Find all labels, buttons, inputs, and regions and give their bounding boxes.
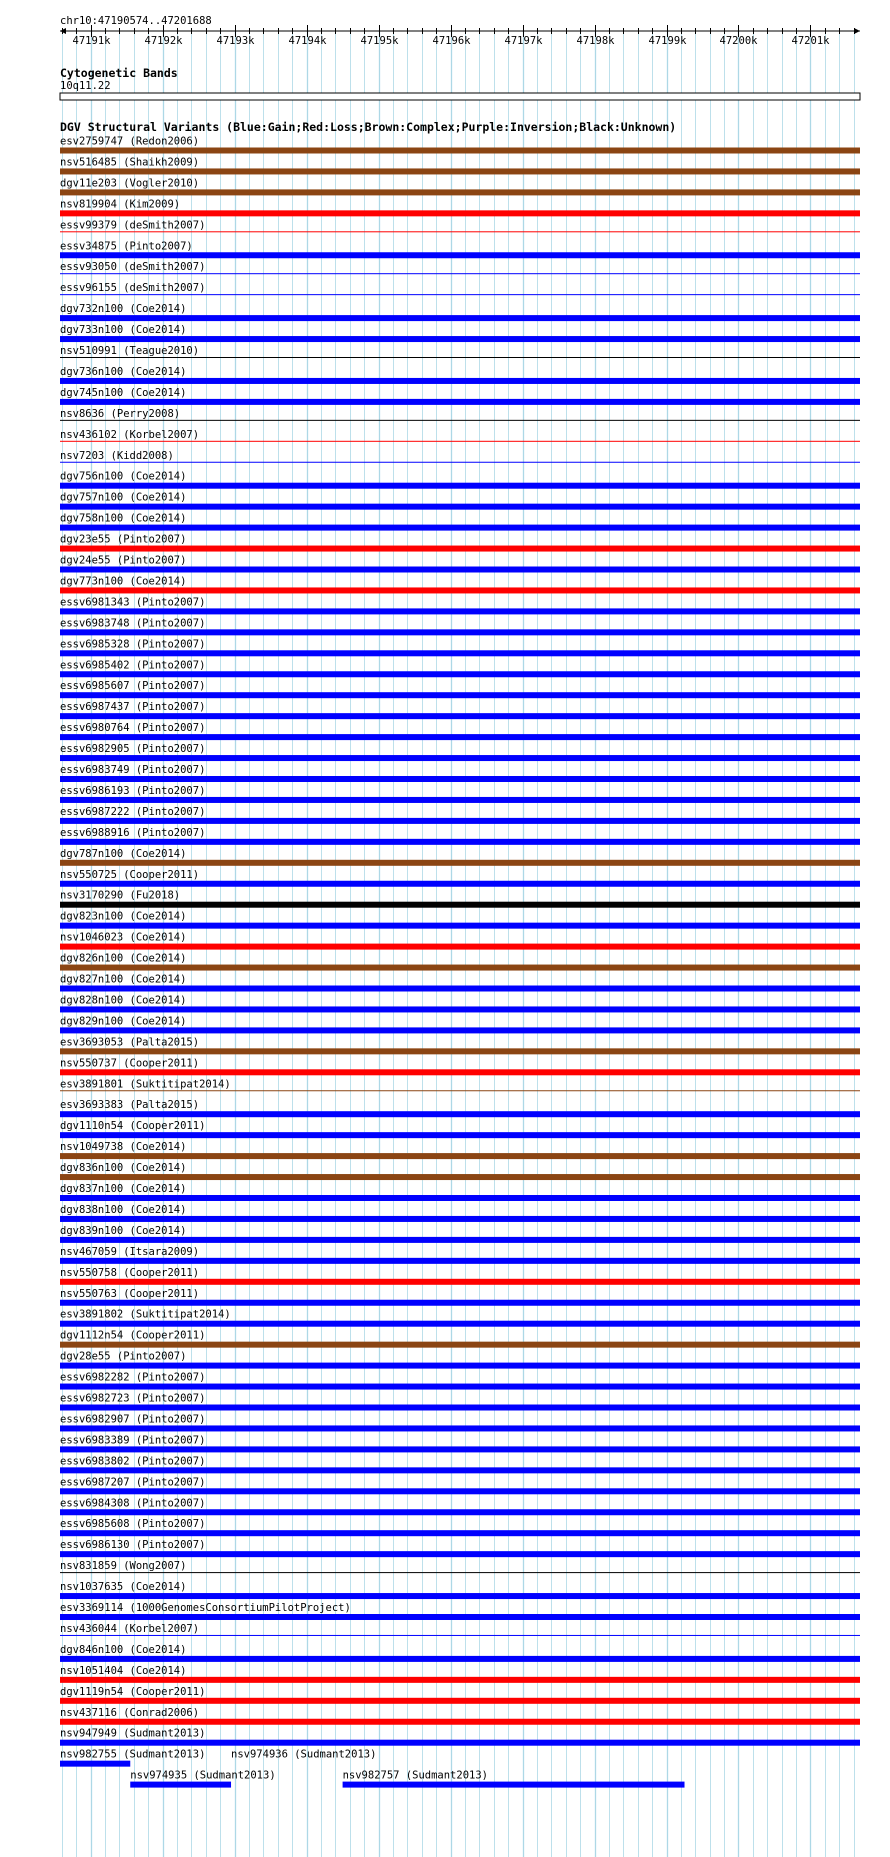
sv-track xyxy=(60,120,860,1788)
variant-bar xyxy=(60,1069,860,1075)
variant-bar xyxy=(60,315,860,321)
variant-label: nsv3170290 (Fu2018) xyxy=(60,889,181,902)
variant-label: nsv819904 (Kim2009) xyxy=(60,198,181,211)
cytoband-label: 10q11.22 xyxy=(60,80,111,92)
variant-bar xyxy=(60,1258,860,1264)
variant-bar xyxy=(60,148,860,154)
variant-label: essv6987207 (Pinto2007) xyxy=(60,1476,206,1489)
variant-bar xyxy=(60,1635,860,1636)
variant-label: essv6980764 (Pinto2007) xyxy=(60,722,206,735)
ruler-track xyxy=(60,15,860,47)
variant-bar xyxy=(60,776,860,782)
variant-label: essv6983802 (Pinto2007) xyxy=(60,1455,206,1468)
variant-label: essv6985328 (Pinto2007) xyxy=(60,638,206,651)
variant-bar xyxy=(60,1677,860,1683)
variant-label: essv6982907 (Pinto2007) xyxy=(60,1413,206,1426)
variant-bar xyxy=(60,1467,860,1473)
variant-bar xyxy=(60,441,860,442)
ruler-tick-label: 47201k xyxy=(791,35,830,47)
variant-bar xyxy=(60,1614,860,1620)
variant-label: nsv550737 (Cooper2011) xyxy=(60,1057,200,1070)
variant-label: esv3891801 (Suktitipat2014) xyxy=(60,1078,231,1091)
variant-label: essv6986130 (Pinto2007) xyxy=(60,1539,206,1552)
variant-bar xyxy=(60,378,860,384)
variant-label: essv6988916 (Pinto2007) xyxy=(60,826,206,839)
variant-label: dgv838n100 (Coe2014) xyxy=(60,1203,187,1216)
location-label: chr10:47190574..47201688 xyxy=(60,15,212,27)
variant-label: nsv7203 (Kidd2008) xyxy=(60,449,174,462)
variant-label: nsv436102 (Korbel2007) xyxy=(60,428,200,441)
variant-label: essv6985402 (Pinto2007) xyxy=(60,659,206,672)
variant-label: esv2759747 (Redon2006) xyxy=(60,135,200,148)
variant-label: nsv437116 (Conrad2006) xyxy=(60,1706,200,1719)
variant-bar xyxy=(60,546,860,552)
variant-label: dgv732n100 (Coe2014) xyxy=(60,303,187,316)
variant-features xyxy=(60,136,860,1788)
variant-label: essv6985607 (Pinto2007) xyxy=(60,680,206,693)
variant-bar xyxy=(60,839,860,845)
variant-label: nsv1051404 (Coe2014) xyxy=(60,1664,187,1677)
variant-label: essv6987222 (Pinto2007) xyxy=(60,805,206,818)
variant-bar xyxy=(60,168,860,174)
variant-label: dgv839n100 (Coe2014) xyxy=(60,1224,187,1237)
ruler-tick-label: 47199k xyxy=(648,35,687,47)
variant-bar xyxy=(60,294,860,295)
variant-bar xyxy=(60,1174,860,1180)
variant-bar xyxy=(60,1656,860,1662)
variant-bar xyxy=(60,1761,130,1767)
variant-label: essv6983748 (Pinto2007) xyxy=(60,617,206,630)
variant-label: dgv733n100 (Coe2014) xyxy=(60,324,187,337)
ruler-major-ticks xyxy=(73,25,831,47)
variant-label: dgv846n100 (Coe2014) xyxy=(60,1643,187,1656)
variant-label: esv3693053 (Palta2015) xyxy=(60,1036,200,1049)
variant-label: dgv826n100 (Coe2014) xyxy=(60,952,187,965)
variant-label: nsv1049738 (Coe2014) xyxy=(60,1141,187,1154)
variant-bar xyxy=(60,1405,860,1411)
variant-bar xyxy=(60,1027,860,1033)
variant-label: essv6985608 (Pinto2007) xyxy=(60,1518,206,1531)
variant-label: dgv758n100 (Coe2014) xyxy=(60,512,187,525)
variant-bar xyxy=(60,734,860,740)
variant-bar xyxy=(60,1279,860,1285)
variant-label: dgv745n100 (Coe2014) xyxy=(60,386,187,399)
variant-label: esv3369114 (1000GenomesConsortiumPilotProject) xyxy=(60,1602,351,1614)
variant-label: essv6986193 (Pinto2007) xyxy=(60,784,206,797)
variant-label: dgv829n100 (Coe2014) xyxy=(60,1015,187,1028)
variant-bar xyxy=(60,1593,860,1599)
variant-bar xyxy=(60,1342,860,1348)
ruler-tick-label: 47198k xyxy=(576,35,615,47)
ruler-tick-label: 47193k xyxy=(216,35,255,47)
variant-bar xyxy=(60,860,860,866)
variant-bar xyxy=(60,462,860,463)
variant-bar xyxy=(343,1782,685,1788)
variant-bar xyxy=(60,231,860,232)
variant-bar xyxy=(60,1551,860,1557)
variant-label: nsv550758 (Cooper2011) xyxy=(60,1266,200,1279)
variant-label: essv93050 (deSmith2007) xyxy=(60,261,206,274)
variant-bar xyxy=(60,1446,860,1452)
variant-bar xyxy=(60,1740,860,1746)
variant-bar xyxy=(60,1090,860,1091)
ruler-tick-label: 47191k xyxy=(72,35,111,47)
variant-label: nsv974936 (Sudmant2013) xyxy=(231,1748,377,1761)
variant-bar xyxy=(60,1572,860,1573)
variant-bar xyxy=(60,1153,860,1159)
variant-bar xyxy=(60,818,860,824)
variant-label: dgv24e55 (Pinto2007) xyxy=(60,554,187,567)
variant-bar xyxy=(60,273,860,274)
variant-label: nsv947949 (Sudmant2013) xyxy=(60,1727,206,1740)
variant-label: dgv1110n54 (Cooper2011) xyxy=(60,1120,206,1133)
variant-bar xyxy=(60,671,860,677)
variant-bar xyxy=(60,336,860,342)
cytoband-track xyxy=(60,66,860,100)
variant-bar xyxy=(60,902,860,908)
variant-bar xyxy=(60,1111,860,1117)
variant-label: nsv1037635 (Coe2014) xyxy=(60,1581,187,1594)
variant-label: dgv787n100 (Coe2014) xyxy=(60,847,187,860)
variant-label: dgv23e55 (Pinto2007) xyxy=(60,533,187,546)
ruler-tick-label: 47197k xyxy=(504,35,543,47)
variant-label: nsv831859 (Wong2007) xyxy=(60,1560,187,1573)
variant-bar xyxy=(60,567,860,573)
variant-label: nsv974935 (Sudmant2013) xyxy=(130,1769,276,1782)
variant-label: nsv8636 (Perry2008) xyxy=(60,407,181,420)
variant-bar xyxy=(130,1782,231,1788)
variant-bar xyxy=(60,1237,860,1243)
variant-bar xyxy=(60,1719,860,1725)
cytoband-track-title: Cytogenetic Bands xyxy=(60,66,178,80)
ruler-tick-label: 47194k xyxy=(288,35,327,47)
variant-bar xyxy=(60,1216,860,1222)
variant-label: dgv773n100 (Coe2014) xyxy=(60,575,187,588)
variant-label: essv6984308 (Pinto2007) xyxy=(60,1497,206,1510)
variant-label: essv96155 (deSmith2007) xyxy=(60,282,206,295)
variant-bar xyxy=(60,881,860,887)
variant-bar xyxy=(60,504,860,510)
variant-bar xyxy=(60,1321,860,1327)
variant-label: dgv823n100 (Coe2014) xyxy=(60,910,187,923)
variant-label: dgv836n100 (Coe2014) xyxy=(60,1162,187,1175)
cytoband-bar xyxy=(60,93,860,100)
variant-label: nsv510991 (Teague2010) xyxy=(60,345,200,357)
variant-bar xyxy=(60,944,860,950)
variant-bar xyxy=(60,1384,860,1390)
variant-bar xyxy=(60,399,860,405)
variant-bar xyxy=(60,189,860,195)
variant-label: nsv982755 (Sudmant2013) xyxy=(60,1748,206,1761)
variant-label: essv6981343 (Pinto2007) xyxy=(60,596,206,609)
variant-label: dgv736n100 (Coe2014) xyxy=(60,365,187,378)
variant-bar xyxy=(60,713,860,719)
variant-bar xyxy=(60,986,860,992)
variant-bar xyxy=(60,797,860,803)
variant-bar xyxy=(60,650,860,656)
variant-label: essv6982282 (Pinto2007) xyxy=(60,1371,206,1384)
variant-bar xyxy=(60,1363,860,1369)
variant-bar xyxy=(60,1048,860,1054)
variant-label: dgv756n100 (Coe2014) xyxy=(60,470,187,483)
variant-bar xyxy=(60,1300,860,1306)
variant-bar xyxy=(60,525,860,531)
variant-bar xyxy=(60,923,860,929)
variant-label: nsv550763 (Cooper2011) xyxy=(60,1287,200,1300)
variant-label: dgv827n100 (Coe2014) xyxy=(60,973,187,986)
sv-track-title: DGV Structural Variants (Blue:Gain;Red:Loss;Brown:Complex;Purple:Inversion;Black:Unknown) xyxy=(60,120,677,134)
variant-label: esv3693383 (Palta2015) xyxy=(60,1099,200,1112)
variant-bar xyxy=(60,1530,860,1536)
variant-bar xyxy=(60,965,860,971)
variant-label: nsv982757 (Sudmant2013) xyxy=(342,1769,489,1782)
variant-bar xyxy=(60,755,860,761)
variant-bar xyxy=(60,1698,860,1704)
variant-label: essv99379 (deSmith2007) xyxy=(60,219,206,232)
variant-bar xyxy=(60,608,860,614)
variant-bar xyxy=(60,483,860,489)
variant-label: dgv11e203 (Vogler2010) xyxy=(60,177,200,190)
variant-bar xyxy=(60,587,860,593)
variant-bar xyxy=(60,210,860,216)
variant-label: essv34875 (Pinto2007) xyxy=(60,240,193,253)
variant-label: essv6983389 (Pinto2007) xyxy=(60,1434,206,1447)
variant-bar xyxy=(60,1132,860,1138)
variant-label: nsv467059 (Itsara2009) xyxy=(60,1245,200,1258)
ruler-tick-label: 47200k xyxy=(719,35,758,47)
variant-bar xyxy=(60,692,860,698)
variant-label: essv6983749 (Pinto2007) xyxy=(60,764,206,776)
variant-label: dgv828n100 (Coe2014) xyxy=(60,994,187,1007)
variant-label: essv6982723 (Pinto2007) xyxy=(60,1392,206,1405)
ruler-tick-label: 47195k xyxy=(360,35,399,47)
variant-label: dgv837n100 (Coe2014) xyxy=(60,1183,187,1195)
ruler-tick-label: 47192k xyxy=(144,35,183,47)
variant-bar xyxy=(60,1488,860,1494)
variant-bar xyxy=(60,1195,860,1201)
variant-label: dgv28e55 (Pinto2007) xyxy=(60,1350,187,1363)
variant-label: essv6982905 (Pinto2007) xyxy=(60,743,206,756)
variant-label: nsv436044 (Korbel2007) xyxy=(60,1622,200,1635)
variant-label: dgv1112n54 (Cooper2011) xyxy=(60,1329,206,1342)
variant-bar xyxy=(60,357,860,358)
variant-bar xyxy=(60,252,860,258)
variant-label: dgv1119n54 (Cooper2011) xyxy=(60,1685,206,1698)
variant-bar xyxy=(60,420,860,421)
variant-label: nsv1046023 (Coe2014) xyxy=(60,931,187,944)
variant-bar xyxy=(60,629,860,635)
variant-bar xyxy=(60,1006,860,1012)
variant-bar xyxy=(60,1425,860,1431)
variant-label: dgv757n100 (Coe2014) xyxy=(60,491,187,504)
variant-label: nsv550725 (Cooper2011) xyxy=(60,868,200,881)
variant-label: esv3891802 (Suktitipat2014) xyxy=(60,1308,231,1321)
ruler-tick-label: 47196k xyxy=(432,35,471,47)
variant-bar xyxy=(60,1509,860,1515)
variant-label: essv6987437 (Pinto2007) xyxy=(60,701,206,714)
variant-label: nsv516485 (Shaikh2009) xyxy=(60,156,200,169)
